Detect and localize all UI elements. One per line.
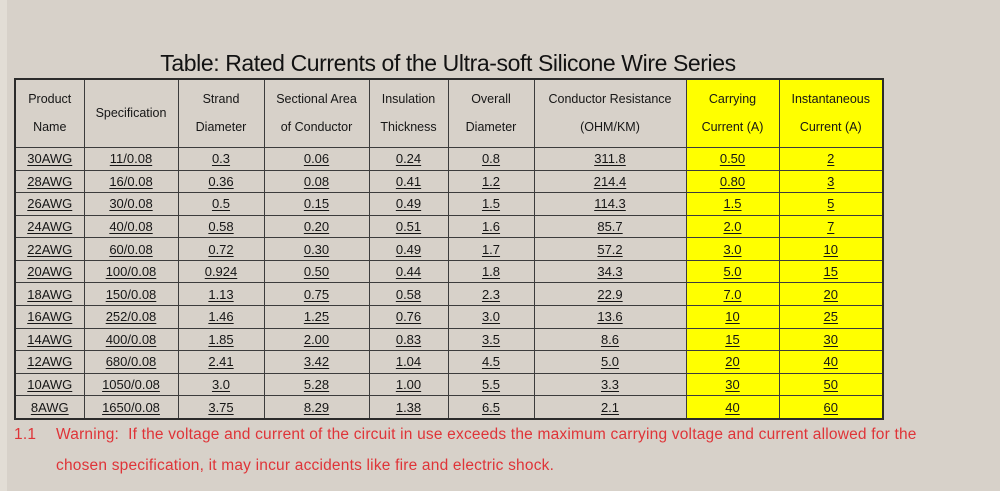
table-cell: 50 <box>779 373 883 396</box>
table-cell: 16AWG <box>15 305 84 328</box>
header-cell-line: Strand <box>202 92 240 107</box>
table-cell: 0.24 <box>369 148 448 171</box>
rated-currents-table-wrap <box>14 78 884 420</box>
table-cell: 0.50 <box>264 260 369 283</box>
header-cell <box>448 79 534 148</box>
table-cell: 1.5 <box>686 193 779 216</box>
table-cell: 7.0 <box>686 283 779 306</box>
header-cell-line: Conductor Resistance <box>548 92 672 107</box>
table-row <box>15 305 883 328</box>
table-cell: 10 <box>779 238 883 261</box>
table-cell: 20 <box>779 283 883 306</box>
table-cell: 15 <box>686 328 779 351</box>
table-row <box>15 373 883 396</box>
table-cell: 1050/0.08 <box>84 373 178 396</box>
table-cell: 1.38 <box>369 396 448 419</box>
table-cell: 5.0 <box>534 351 686 374</box>
table-cell: 40 <box>779 351 883 374</box>
table-cell: 2.1 <box>534 396 686 419</box>
page-edge-shade <box>0 0 7 491</box>
header-cell-line: Current (A) <box>701 119 764 134</box>
header-cell-line: of Conductor <box>280 119 353 134</box>
table-row <box>15 328 883 351</box>
header-cell <box>779 79 883 148</box>
table-row <box>15 148 883 171</box>
header-cell-line: Current (A) <box>799 119 862 134</box>
warning-label: Warning: <box>56 426 120 443</box>
header-cell-line: Overall <box>471 92 511 107</box>
table-cell: 0.08 <box>264 170 369 193</box>
header-cell <box>369 79 448 148</box>
header-cell-line: Carrying <box>708 92 757 107</box>
header-cell <box>178 79 264 148</box>
table-row <box>15 260 883 283</box>
table-cell: 150/0.08 <box>84 283 178 306</box>
table-cell: 0.30 <box>264 238 369 261</box>
table-cell: 1.25 <box>264 305 369 328</box>
table-cell: 114.3 <box>534 193 686 216</box>
header-cell-line: Product <box>28 92 72 107</box>
table-cell: 18AWG <box>15 283 84 306</box>
table-cell: 1.8 <box>448 260 534 283</box>
table-cell: 400/0.08 <box>84 328 178 351</box>
header-cell <box>15 79 84 148</box>
header-cell-line: Insulation <box>381 92 436 107</box>
header-cell-line: Sectional Area <box>276 92 357 107</box>
table-header <box>15 79 883 148</box>
table-cell: 15 <box>779 260 883 283</box>
table-cell: 8.6 <box>534 328 686 351</box>
header-cell-line: (OHM/KM) <box>580 119 640 134</box>
table-cell: 60/0.08 <box>84 238 178 261</box>
table-cell: 5.28 <box>264 373 369 396</box>
header-cell <box>686 79 779 148</box>
table-cell: 57.2 <box>534 238 686 261</box>
table-cell: 6.5 <box>448 396 534 419</box>
table-cell: 60 <box>779 396 883 419</box>
table-cell: 1.5 <box>448 193 534 216</box>
page-title: Table: Rated Currents of the Ultra-soft Silicone Wire Series <box>160 50 736 76</box>
table-cell: 34.3 <box>534 260 686 283</box>
header-cell <box>84 79 178 148</box>
table-cell: 13.6 <box>534 305 686 328</box>
table-cell: 1.7 <box>448 238 534 261</box>
table-cell: 100/0.08 <box>84 260 178 283</box>
table-cell: 0.36 <box>178 170 264 193</box>
table-cell: 2.0 <box>686 215 779 238</box>
table-cell: 0.58 <box>369 283 448 306</box>
table-cell: 22AWG <box>15 238 84 261</box>
header-cell-line: Name <box>33 119 67 134</box>
table-cell: 8.29 <box>264 396 369 419</box>
table-cell: 0.44 <box>369 260 448 283</box>
table-cell: 1.85 <box>178 328 264 351</box>
header-cell-line: Diameter <box>465 119 517 134</box>
table-cell: 2 <box>779 148 883 171</box>
table-cell: 7 <box>779 215 883 238</box>
table-cell: 1.13 <box>178 283 264 306</box>
table-cell: 85.7 <box>534 215 686 238</box>
warning-note <box>14 424 996 477</box>
table-cell: 1.6 <box>448 215 534 238</box>
table-cell: 3.3 <box>534 373 686 396</box>
header-cell-line: Diameter <box>195 119 247 134</box>
table-cell: 3 <box>779 170 883 193</box>
header-cell-line: Thickness <box>380 119 437 134</box>
table-cell: 3.0 <box>178 373 264 396</box>
rated-currents-table <box>14 78 884 420</box>
table-cell: 25 <box>779 305 883 328</box>
warning-line-1 <box>14 424 996 446</box>
table-cell: 680/0.08 <box>84 351 178 374</box>
table-cell: 0.5 <box>178 193 264 216</box>
table-cell: 0.51 <box>369 215 448 238</box>
table-cell: 20AWG <box>15 260 84 283</box>
table-cell: 30 <box>686 373 779 396</box>
table-cell: 12AWG <box>15 351 84 374</box>
table-cell: 0.15 <box>264 193 369 216</box>
table-cell: 2.3 <box>448 283 534 306</box>
header-row <box>15 79 883 148</box>
table-cell: 0.924 <box>178 260 264 283</box>
header-cell-line: Instantaneous <box>791 92 871 107</box>
table-cell: 0.49 <box>369 238 448 261</box>
table-cell: 30 <box>779 328 883 351</box>
table-cell: 40/0.08 <box>84 215 178 238</box>
header-cell-line: Specification <box>95 106 167 120</box>
table-row <box>15 238 883 261</box>
warning-text-line1 <box>56 424 917 446</box>
table-cell: 311.8 <box>534 148 686 171</box>
table-cell: 3.0 <box>686 238 779 261</box>
table-cell: 0.72 <box>178 238 264 261</box>
table-cell: 1.04 <box>369 351 448 374</box>
table-row <box>15 283 883 306</box>
table-cell: 26AWG <box>15 193 84 216</box>
table-cell: 1.00 <box>369 373 448 396</box>
table-cell: 5.5 <box>448 373 534 396</box>
table-cell: 11/0.08 <box>84 148 178 171</box>
table-cell: 2.41 <box>178 351 264 374</box>
table-cell: 1.2 <box>448 170 534 193</box>
table-cell: 22.9 <box>534 283 686 306</box>
table-row <box>15 396 883 419</box>
table-cell: 1.46 <box>178 305 264 328</box>
table-cell: 0.80 <box>686 170 779 193</box>
table-cell: 40 <box>686 396 779 419</box>
table-cell: 30/0.08 <box>84 193 178 216</box>
table-cell: 3.0 <box>448 305 534 328</box>
table-cell: 24AWG <box>15 215 84 238</box>
warning-number: 1.1 <box>14 426 37 443</box>
table-cell: 10AWG <box>15 373 84 396</box>
table-cell: 8AWG <box>15 396 84 419</box>
table-row <box>15 351 883 374</box>
table-cell: 30AWG <box>15 148 84 171</box>
table-cell: 0.75 <box>264 283 369 306</box>
table-cell: 0.8 <box>448 148 534 171</box>
warning-sentence-part1: If the voltage and current of the circuit in use exceeds the maximum carrying voltage and current allowed for the <box>128 426 917 443</box>
table-cell: 3.75 <box>178 396 264 419</box>
table-cell: 0.20 <box>264 215 369 238</box>
table-cell: 0.41 <box>369 170 448 193</box>
table-cell: 0.50 <box>686 148 779 171</box>
table-cell: 5 <box>779 193 883 216</box>
table-cell: 5.0 <box>686 260 779 283</box>
table-row <box>15 215 883 238</box>
table-cell: 20 <box>686 351 779 374</box>
table-cell: 1650/0.08 <box>84 396 178 419</box>
header-cell <box>534 79 686 148</box>
warning-text-line2: chosen specification, it may incur accidents like fire and electric shock. <box>56 457 555 474</box>
table-cell: 0.49 <box>369 193 448 216</box>
table-cell: 2.00 <box>264 328 369 351</box>
table-cell: 28AWG <box>15 170 84 193</box>
table-cell: 0.3 <box>178 148 264 171</box>
table-cell: 16/0.08 <box>84 170 178 193</box>
table-cell: 0.76 <box>369 305 448 328</box>
table-cell: 10 <box>686 305 779 328</box>
table-cell: 0.06 <box>264 148 369 171</box>
table-row <box>15 193 883 216</box>
table-row <box>15 170 883 193</box>
table-cell: 4.5 <box>448 351 534 374</box>
table-cell: 0.58 <box>178 215 264 238</box>
table-body <box>15 148 883 420</box>
table-cell: 14AWG <box>15 328 84 351</box>
table-cell: 252/0.08 <box>84 305 178 328</box>
table-cell: 3.42 <box>264 351 369 374</box>
table-cell: 214.4 <box>534 170 686 193</box>
table-cell: 0.83 <box>369 328 448 351</box>
header-cell <box>264 79 369 148</box>
table-cell: 3.5 <box>448 328 534 351</box>
